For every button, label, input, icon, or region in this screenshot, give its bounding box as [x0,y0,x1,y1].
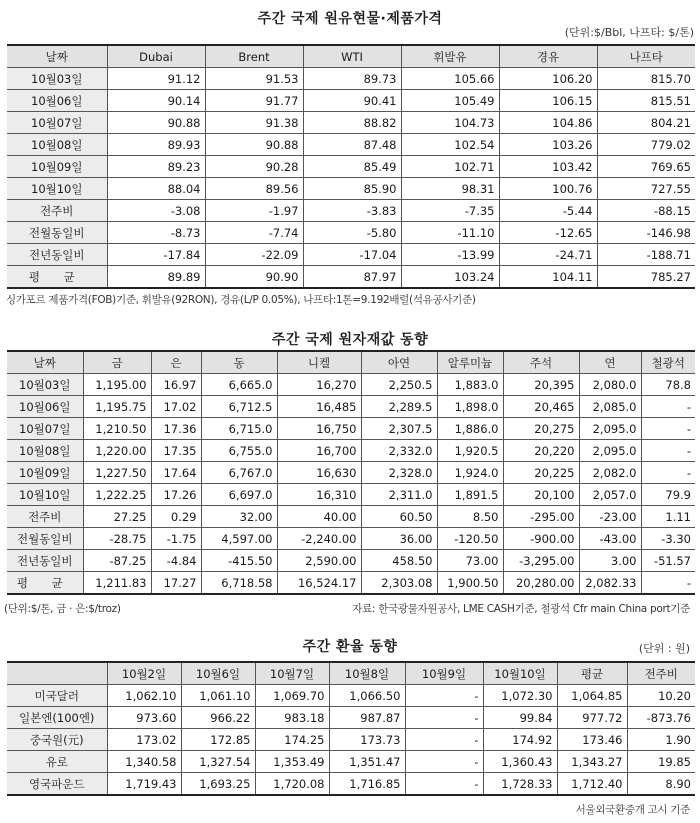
oil-col-header: Brent [205,45,303,68]
row-label: 전월동일비 [7,222,107,244]
oil-col-header: Dubai [107,45,205,68]
table-cell: 91.38 [205,112,303,134]
table-cell: 804.21 [597,112,695,134]
table-cell: 6,712.5 [201,396,277,418]
table-cell: 1.11 [641,506,695,528]
table-cell: - [405,707,483,729]
fx-col-header: 10월7일 [255,662,329,685]
table-cell: 1,351.47 [329,751,405,773]
fx-col-header: 10월9일 [405,662,483,685]
table-cell: 16,700 [277,440,361,462]
table-cell: -24.71 [499,244,597,266]
table-cell: 17.36 [151,418,201,440]
table-cell: -295.00 [503,506,579,528]
oil-title: 주간 국제 원유현물·제품가격 [257,11,443,27]
table-cell: 87.97 [303,266,401,289]
table-cell: 79.9 [641,484,695,506]
row-label: 전년동일비 [7,244,107,266]
metal-col-header: 연 [579,351,641,374]
table-cell: 105.66 [401,68,499,90]
table-cell: 1,716.85 [329,773,405,796]
table-cell: 104.73 [401,112,499,134]
table-cell: 1,211.83 [83,572,151,595]
table-cell: 16,750 [277,418,361,440]
table-cell: 103.42 [499,156,597,178]
table-cell: 20,395 [503,374,579,396]
row-label: 10월07일 [7,112,107,134]
fx-col-header: 평균 [557,662,627,685]
table-cell: -88.15 [597,200,695,222]
table-cell: -8.73 [107,222,205,244]
table-cell: - [641,462,695,484]
table-cell: - [641,440,695,462]
table-cell: 104.86 [499,112,597,134]
row-label: 10월03일 [7,68,107,90]
table-cell: 27.25 [83,506,151,528]
row-label: 미국달러 [7,685,107,707]
row-label: 전년동일비 [7,550,83,572]
row-label: 전주비 [7,506,83,528]
table-cell: 977.72 [557,707,627,729]
table-cell: 20,225 [503,462,579,484]
table-cell: 90.88 [205,134,303,156]
table-cell: 106.20 [499,68,597,90]
table-cell: 20,275 [503,418,579,440]
row-label: 유로 [7,751,107,773]
table-cell: 2,590.00 [277,550,361,572]
table-cell: 89.93 [107,134,205,156]
row-label: 10월07일 [7,418,83,440]
table-cell: 1,343.27 [557,751,627,773]
table-cell: 90.28 [205,156,303,178]
oil-price-table [7,44,695,289]
table-cell: 102.54 [401,134,499,156]
table-cell: 91.77 [205,90,303,112]
table-cell: 966.22 [181,707,255,729]
table-cell: 174.92 [483,729,557,751]
table-cell: 106.15 [499,90,597,112]
table-cell: 40.00 [277,506,361,528]
table-row [7,462,695,484]
table-cell: 1,062.10 [107,685,181,707]
table-cell: 98.31 [401,178,499,200]
row-label: 10월03일 [7,374,83,396]
table-cell: 2,095.0 [579,418,641,440]
table-row [7,200,695,222]
table-cell: 20,280.00 [503,572,579,595]
table-row [7,707,695,729]
table-cell: 17.35 [151,440,201,462]
metal-title: 주간 국제 원자재값 동향 [271,332,429,348]
row-label: 10월06일 [7,396,83,418]
row-label: 10월08일 [7,440,83,462]
table-cell: -1.97 [205,200,303,222]
table-cell: 1,719.43 [107,773,181,796]
table-cell: - [405,773,483,796]
table-cell: 3.00 [579,550,641,572]
table-cell: -3.30 [641,528,695,550]
table-cell: 102.71 [401,156,499,178]
metal-col-header: 니켈 [277,351,361,374]
table-row [7,112,695,134]
table-row [7,528,695,550]
table-cell: 89.73 [303,68,401,90]
table-cell: 973.60 [107,707,181,729]
oil-col-header: 날짜 [7,45,107,68]
table-cell: -51.57 [641,550,695,572]
fx-col-header: 10월2일 [107,662,181,685]
metal-price-table [7,350,695,595]
table-cell: 1,195.00 [83,374,151,396]
table-cell: 1,066.50 [329,685,405,707]
table-cell: 1,072.30 [483,685,557,707]
table-cell: 90.90 [205,266,303,289]
table-cell: 2,057.0 [579,484,641,506]
row-label: 전월동일비 [7,528,83,550]
metal-col-header: 알루미늄 [437,351,503,374]
fx-col-header: 10월10일 [483,662,557,685]
metal-header-row [7,351,695,374]
table-cell: 785.27 [597,266,695,289]
table-cell: 1,728.33 [483,773,557,796]
table-cell: 6,697.0 [201,484,277,506]
table-cell: 10.20 [627,685,695,707]
table-cell: 2,095.0 [579,440,641,462]
oil-col-header: 휘발유 [401,45,499,68]
table-cell: 779.02 [597,134,695,156]
table-cell: 20,100 [503,484,579,506]
table-cell: 2,307.5 [361,418,437,440]
table-cell: - [405,685,483,707]
row-label: 10월10일 [7,484,83,506]
table-cell: -5.80 [303,222,401,244]
table-cell: 32.00 [201,506,277,528]
table-cell: 769.65 [597,156,695,178]
table-cell: 100.76 [499,178,597,200]
row-label: 10월10일 [7,178,107,200]
table-cell: 2,085.0 [579,396,641,418]
table-cell: -43.00 [579,528,641,550]
row-label: 10월08일 [7,134,107,156]
table-cell: 4,597.00 [201,528,277,550]
metal-col-header: 아연 [361,351,437,374]
table-cell: 1,064.85 [557,685,627,707]
table-row [7,244,695,266]
table-cell: -17.84 [107,244,205,266]
row-label: 10월09일 [7,156,107,178]
table-cell: -900.00 [503,528,579,550]
table-cell: 6,718.58 [201,572,277,595]
table-cell: 983.18 [255,707,329,729]
table-cell: 174.25 [255,729,329,751]
table-row [7,156,695,178]
table-row [7,134,695,156]
table-cell: 36.00 [361,528,437,550]
table-cell: 2,332.0 [361,440,437,462]
table-cell: 17.64 [151,462,201,484]
table-cell: -17.04 [303,244,401,266]
table-cell: 173.46 [557,729,627,751]
table-row [7,266,695,289]
metal-col-header: 철광석 [641,351,695,374]
table-row [7,374,695,396]
table-cell: 87.48 [303,134,401,156]
table-row [7,90,695,112]
metal-col-header: 동 [201,351,277,374]
row-label: 10월06일 [7,90,107,112]
table-cell: 1,227.50 [83,462,151,484]
table-cell: 6,767.0 [201,462,277,484]
table-cell: -146.98 [597,222,695,244]
table-cell: 16,310 [277,484,361,506]
table-cell: 2,080.0 [579,374,641,396]
table-cell: 88.04 [107,178,205,200]
oil-unit: (단위:$/Bbl, 나프타: $/톤) [564,26,694,39]
table-cell: -13.99 [401,244,499,266]
table-cell: 17.27 [151,572,201,595]
fx-header-row [7,662,695,685]
table-row [7,550,695,572]
metal-col-header: 날짜 [7,351,83,374]
table-cell: 2,328.0 [361,462,437,484]
table-cell: 1,195.75 [83,396,151,418]
table-cell: 19.85 [627,751,695,773]
table-cell: -120.50 [437,528,503,550]
table-cell: 90.41 [303,90,401,112]
table-cell: 89.56 [205,178,303,200]
metal-col-header: 금 [83,351,151,374]
table-cell: 16.97 [151,374,201,396]
table-row [7,178,695,200]
table-cell: 1,220.00 [83,440,151,462]
table-row [7,751,695,773]
table-cell: -415.50 [201,550,277,572]
metal-source: 자료: 한국광물자원공사, LME CASH기준, 철광석 Cfr main China port기준 [352,603,690,615]
fx-rate-table [7,661,695,796]
table-cell: 173.73 [329,729,405,751]
table-cell: 458.50 [361,550,437,572]
table-cell: 1,693.25 [181,773,255,796]
table-row [7,440,695,462]
table-cell: -7.35 [401,200,499,222]
table-cell: 1,069.70 [255,685,329,707]
table-cell: -3,295.00 [503,550,579,572]
table-cell: 8.90 [627,773,695,796]
table-cell: -188.71 [597,244,695,266]
row-label: 중국원(元) [7,729,107,751]
table-cell: 1,924.0 [437,462,503,484]
table-cell: 78.8 [641,374,695,396]
table-cell: 1,898.0 [437,396,503,418]
table-cell: -7.74 [205,222,303,244]
table-cell: 1,360.43 [483,751,557,773]
table-cell: 2,289.5 [361,396,437,418]
table-cell: 20,220 [503,440,579,462]
table-cell: -12.65 [499,222,597,244]
table-row [7,506,695,528]
table-row [7,68,695,90]
table-cell: 1,061.10 [181,685,255,707]
table-cell: 2,303.08 [361,572,437,595]
table-cell: 20,465 [503,396,579,418]
table-cell: 1,883.0 [437,374,503,396]
table-cell: - [405,729,483,751]
table-cell: -4.84 [151,550,201,572]
table-cell: -87.25 [83,550,151,572]
row-label: 전주비 [7,200,107,222]
table-cell: 1.90 [627,729,695,751]
table-cell: 2,311.0 [361,484,437,506]
fx-col-header: 전주비 [627,662,695,685]
table-cell: -2,240.00 [277,528,361,550]
table-cell: 88.82 [303,112,401,134]
table-cell: 987.87 [329,707,405,729]
table-cell: 1,222.25 [83,484,151,506]
table-cell: 1,712.40 [557,773,627,796]
table-cell: 1,891.5 [437,484,503,506]
table-row [7,773,695,796]
table-cell: - [405,751,483,773]
table-cell: 90.14 [107,90,205,112]
table-cell: - [641,572,695,595]
table-row [7,222,695,244]
table-cell: 91.12 [107,68,205,90]
table-cell: 1,886.0 [437,418,503,440]
table-cell: -28.75 [83,528,151,550]
table-cell: 17.02 [151,396,201,418]
table-cell: 89.89 [107,266,205,289]
table-cell: -5.44 [499,200,597,222]
table-row [7,418,695,440]
table-cell: 6,665.0 [201,374,277,396]
fx-col-header [7,662,107,685]
table-cell: 16,485 [277,396,361,418]
table-cell: 1,720.08 [255,773,329,796]
table-row [7,729,695,751]
table-cell: 89.23 [107,156,205,178]
table-cell: 103.24 [401,266,499,289]
table-cell: 2,082.0 [579,462,641,484]
table-cell: 73.00 [437,550,503,572]
table-cell: -873.76 [627,707,695,729]
table-cell: -22.09 [205,244,303,266]
table-row [7,484,695,506]
table-cell: 815.51 [597,90,695,112]
row-label: 일본엔(100엔) [7,707,107,729]
table-cell: -11.10 [401,222,499,244]
table-cell: 8.50 [437,506,503,528]
table-cell: 1,210.50 [83,418,151,440]
table-cell: - [641,396,695,418]
fx-title: 주간 환율 동향 [302,639,398,655]
row-label: 평 균 [7,572,83,595]
table-cell: 85.90 [303,178,401,200]
table-cell: 16,630 [277,462,361,484]
table-cell: 6,715.0 [201,418,277,440]
table-cell: 1,340.58 [107,751,181,773]
table-cell: 6,755.0 [201,440,277,462]
table-cell: -1.75 [151,528,201,550]
table-row [7,396,695,418]
table-cell: 727.55 [597,178,695,200]
fx-unit: (단위 : 원) [638,642,690,655]
table-cell: 90.88 [107,112,205,134]
table-cell: 16,270 [277,374,361,396]
oil-header-row [7,45,695,68]
table-cell: 103.26 [499,134,597,156]
metal-col-header: 은 [151,351,201,374]
table-cell: 173.02 [107,729,181,751]
oil-note: 싱가포르 제품가격(FOB)기준, 휘발유(92RON), 경유(L/P 0.05%), 나프타:1톤=9.192배럴(석유공사기준) [6,294,476,306]
table-cell: 1,920.5 [437,440,503,462]
table-cell: 91.53 [205,68,303,90]
table-cell: -3.83 [303,200,401,222]
fx-source: 서울외국환중개 고시 기준 [575,804,690,816]
fx-col-header: 10월8일 [329,662,405,685]
table-cell: 172.85 [181,729,255,751]
table-cell: 99.84 [483,707,557,729]
row-label: 10월09일 [7,462,83,484]
table-cell: 1,900.50 [437,572,503,595]
table-cell: - [641,418,695,440]
table-cell: 17.26 [151,484,201,506]
table-cell: 0.29 [151,506,201,528]
table-cell: -3.08 [107,200,205,222]
table-cell: 16,524.17 [277,572,361,595]
table-row [7,572,695,595]
table-cell: 104.11 [499,266,597,289]
table-cell: 2,250.5 [361,374,437,396]
table-cell: 815.70 [597,68,695,90]
table-cell: 1,327.54 [181,751,255,773]
oil-col-header: WTI [303,45,401,68]
oil-col-header: 나프타 [597,45,695,68]
row-label: 평 균 [7,266,107,289]
table-cell: 105.49 [401,90,499,112]
table-cell: 1,353.49 [255,751,329,773]
table-cell: 85.49 [303,156,401,178]
metal-unit-note: (단위:$/톤, 금 · 은:$/troz) [4,603,121,615]
oil-col-header: 경유 [499,45,597,68]
table-row [7,685,695,707]
metal-col-header: 주석 [503,351,579,374]
table-cell: -23.00 [579,506,641,528]
table-cell: 60.50 [361,506,437,528]
table-cell: 2,082.33 [579,572,641,595]
row-label: 영국파운드 [7,773,107,796]
fx-col-header: 10월6일 [181,662,255,685]
